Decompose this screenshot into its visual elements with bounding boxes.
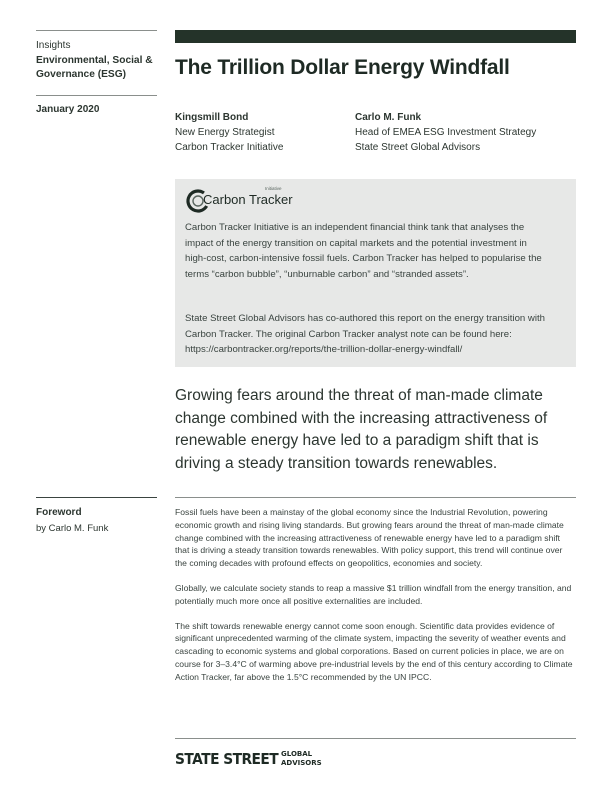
carbon-tracker-logo-text: Carbon Tracker xyxy=(203,192,293,207)
infobox-paragraph-2: State Street Global Advisors has co-authored this report on the energy transition with Carbon Tracker. The original Carbon Tracker analyst note can be found here: https://carbontracker.org/reports/the-trillion-dollar-energy-windfall/ xyxy=(185,313,545,355)
state-street-logo-sub2: ADVISORS xyxy=(281,759,322,767)
sidebar-date: January 2020 xyxy=(36,104,100,115)
foreword-paragraph-2: Globally, we calculate society stands to reap a massive $1 trillion windfall from the energy transition, and potentially much more once all positive externalities are included. xyxy=(175,582,572,606)
author-1 xyxy=(175,110,345,155)
sidebar-mid-rule xyxy=(36,95,157,96)
foreword-byline: by Carlo M. Funk xyxy=(36,523,109,534)
footer-rule xyxy=(175,738,576,739)
author-2 xyxy=(355,110,575,155)
infobox-paragraph-1: Carbon Tracker Initiative is an independent financial think tank that analyses the impact of the energy transition on capital markets and the potential investment in high-cost, carbon-intensive fossil fuels. Carbon Tracker has helped to popularise the terms “carbon bubble”, “unburnable carbon” and “stranded assets”. xyxy=(185,222,542,280)
foreword-right-rule xyxy=(175,497,576,498)
state-street-logo-sub1: GLOBAL xyxy=(281,750,313,758)
carbon-tracker-logo-small: Initiative xyxy=(265,186,282,191)
foreword-heading: Foreword xyxy=(36,507,82,518)
foreword-paragraph-3: The shift towards renewable energy cannot come soon enough. Scientific data provides evidence of significant unprecedented warming of the climate system, impacting the severity of weather events and cascading to economic systems and global corporations. Based on current policies in place, we are on course for 3–3.4°C of warming above pre-industrial levels by the end of this century according to Climate Action Tracker, far above the 1.5°C recommended by the UN IPCC. xyxy=(175,620,573,682)
lead-paragraph: Growing fears around the threat of man-made climate change combined with the increasing attractiveness of renewable energy have led to a paradigm shift that is driving a steady transition towards renewables. xyxy=(175,387,548,472)
foreword-left-rule xyxy=(36,497,157,498)
author-2-org: State Street Global Advisors xyxy=(355,142,481,153)
carbon-tracker-infobox xyxy=(175,179,576,367)
author-1-role: New Energy Strategist xyxy=(175,127,275,138)
foreword-body xyxy=(175,506,575,684)
sidebar-category: Insights xyxy=(36,40,71,51)
author-2-name: Carlo M. Funk xyxy=(355,112,422,123)
carbon-tracker-logo xyxy=(185,187,315,215)
state-street-logo-main: STATE STREET xyxy=(175,750,279,768)
author-1-name: Kingsmill Bond xyxy=(175,112,249,123)
author-1-org: Carbon Tracker Initiative xyxy=(175,142,284,153)
sidebar-top-rule xyxy=(36,30,157,31)
foreword-paragraph-1: Fossil fuels have been a mainstay of the global economy since the Industrial Revolution, powering economic growth and rising living standards. But growing fears around the threat of man-made climate change combined with the increasing attractiveness of renewable energy have led to a paradigm shift that is driving a steady transition towards renewables. With policy support, this trend will continue over the coming decades with profound effects on geopolitics, economies and society. xyxy=(175,507,564,569)
sidebar-topic: Environmental, Social & Governance (ESG) xyxy=(36,55,153,80)
state-street-logo xyxy=(175,749,335,771)
author-2-role: Head of EMEA ESG Investment Strategy xyxy=(355,127,537,138)
header-bar xyxy=(175,30,576,43)
page-title: The Trillion Dollar Energy Windfall xyxy=(175,56,510,79)
